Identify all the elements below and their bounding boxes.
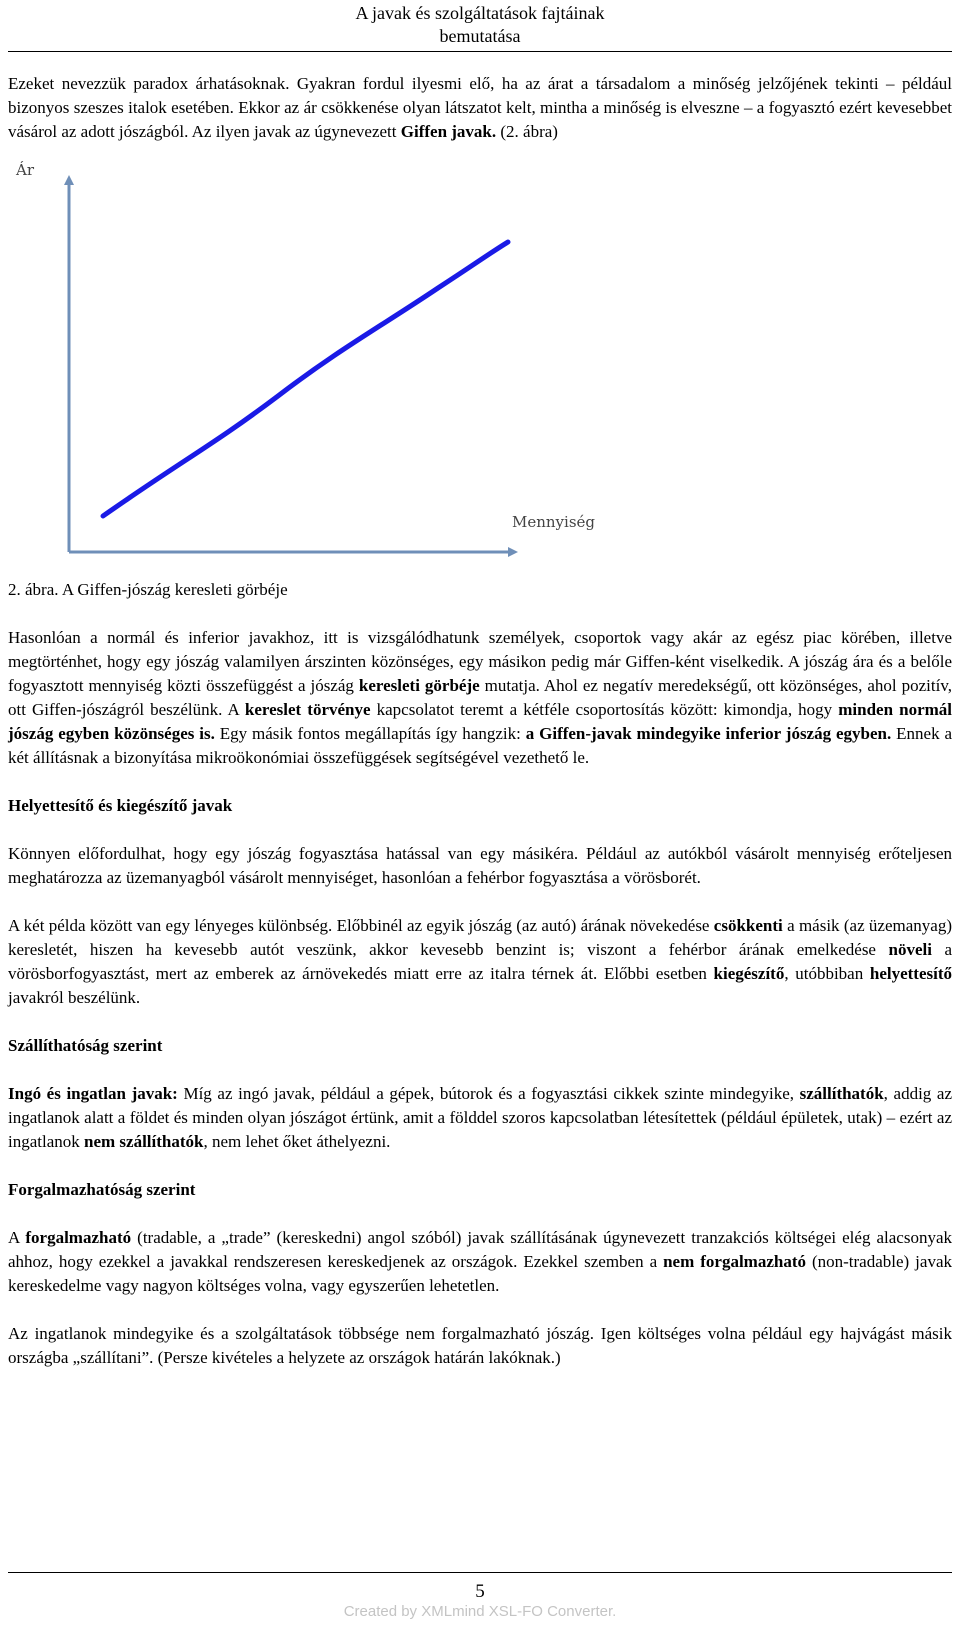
tradable-paragraph-2: Az ingatlanok mindegyike és a szolgáltatások többsége nem forgalmazható jószág. Igen költséges volna például egy hajvágást másik országba „szállítani”. (Persze kivételes a helyzete az országok határán lakóknak.) bbox=[8, 1324, 952, 1367]
intro-paragraph bbox=[8, 72, 952, 144]
subst-text-2: a másik (az üzemanyag) keresletét, hiszen ha kevesebb autót veszünk, akkor kevesebb benzint is; viszont a fehérbor árának emelkedése bbox=[8, 916, 952, 959]
subst-text-1: A két példa között van egy lényeges különbség. Előbbinél az egyik jószág (az autó) árának növekedése bbox=[8, 916, 714, 935]
page-footer bbox=[8, 1572, 952, 1621]
tradable-paragraph-1 bbox=[8, 1226, 952, 1298]
x-axis-label: Mennyiség bbox=[512, 513, 596, 531]
demand-paragraph bbox=[8, 626, 952, 770]
transport-bold-1: Ingó és ingatlan javak: bbox=[8, 1084, 178, 1103]
tradable-text-2: (tradable, a „trade” (kereskedni) angol szóból) javak szállításának úgynevezett tranzakciós költségei elég alacsonyak ahhoz, hogy ezekkel a javakkal rendszeresen kereskedjenek az országok. Ezekkel szemben a bbox=[8, 1228, 952, 1271]
page-content bbox=[8, 72, 952, 1370]
header-title-line1: A javak és szolgáltatások fajtáinak bbox=[355, 3, 605, 23]
header-title-line2: bemutatása bbox=[439, 26, 521, 46]
transport-text-2: , addig az ingatlanok alatt a földet és minden olyan jószágot értünk, amit a földdel szoros kapcsolatban létesítettek (például épületek, utak) – ezért az ingatlanok bbox=[8, 1084, 952, 1151]
transport-text-3: , nem lehet őket áthelyezni. bbox=[203, 1132, 391, 1151]
demand-text-5: Ennek a két állításnak a bizonyítása mikroökonómiai összefüggések segítségével vezethető le. bbox=[8, 724, 952, 767]
subst-bold-3: kiegészítő bbox=[713, 964, 785, 983]
intro-bold: Giffen javak. bbox=[400, 122, 497, 141]
demand-text-3: kapcsolatot teremt a kétféle csoportosítás között: kimondja, hogy bbox=[370, 700, 839, 719]
converter-credit: Created by XMLmind XSL-FO Converter. bbox=[343, 1603, 617, 1620]
page-header bbox=[8, 2, 952, 52]
y-axis-label: Ár bbox=[16, 161, 35, 179]
demand-text-1: Hasonlóan a normál és inferior javakhoz, itt is vizsgálódhatunk személyek, csoportok vagy akár az egész piac körében, illetve megtörténhet, hogy egy jószág valamilyen árszinten közönséges, egy másikon pedig már Giffen-ként viselkedik. A jószág ára és a belőle fogyasztott mennyiség közti összefüggést a jószág bbox=[8, 628, 952, 695]
heading-substitutes: Helyettesítő és kiegészítő javak bbox=[8, 796, 233, 815]
demand-text-2: mutatja. Ahol ez negatív meredekségű, ott közönséges, ahol pozitív, ott Giffen-jószágról beszélünk. A bbox=[8, 676, 952, 719]
demand-text-4: Egy másik fontos megállapítás így hangzik: bbox=[214, 724, 526, 743]
page-number: 5 bbox=[475, 1581, 485, 1602]
intro-text: Ezeket nevezzük paradox árhatásoknak. Gyakran fordul ilyesmi elő, ha az árat a társadalom a minőség jelzőjének tekinti – például bizonyos szeszes italok esetében. Ekkor az ár csökkenése olyan látszatot kelt, mintha a minőség is elveszne – a fogyasztó ezért kevesebbet vásárol az adott jószágból. Az ilyen javak az úgynevezett bbox=[8, 74, 952, 141]
transport-bold-3: nem szállíthatók bbox=[84, 1132, 204, 1151]
demand-bold-3: minden normál jószág egyben közönséges is. bbox=[8, 700, 952, 743]
transport-bold-2: szállíthatók bbox=[799, 1084, 884, 1103]
tradable-text-1: A bbox=[8, 1228, 26, 1247]
heading-tradable: Forgalmazhatóság szerint bbox=[8, 1180, 196, 1199]
substitutes-paragraph-2 bbox=[8, 914, 952, 1010]
subst-text-3: a vörösborfogyasztást, mert az emberek az árnövekedés miatt erre az italra térnek át. Előbbi esetben bbox=[8, 940, 952, 983]
subst-bold-4: helyettesítő bbox=[869, 964, 952, 983]
subst-bold-2: növeli bbox=[888, 940, 932, 959]
intro-tail: (2. ábra) bbox=[496, 122, 558, 141]
tradable-bold-2: nem forgalmazható bbox=[663, 1252, 806, 1271]
tradable-bold-1: forgalmazható bbox=[25, 1228, 132, 1247]
demand-bold-4: a Giffen-javak mindegyike inferior jószág egyben. bbox=[525, 724, 892, 743]
giffen-demand-figure bbox=[8, 150, 638, 570]
substitutes-paragraph-1: Könnyen előfordulhat, hogy egy jószág fogyasztása hatással van egy másikéra. Például az autókból vásárolt mennyiség erőteljesen meghatározza az üzemanyagból vásárolt mennyiséget, hasonlóan a fehérbor fogyasztása a vörösborét. bbox=[8, 844, 952, 887]
tradable-text-3: (non-tradable) javak kereskedelme vagy nagyon költséges volna, vagy egyszerűen lehetetlen. bbox=[8, 1252, 952, 1295]
figure-graphic bbox=[8, 150, 638, 570]
subst-bold-1: csökkenti bbox=[713, 916, 783, 935]
subst-text-5: javakról beszélünk. bbox=[8, 988, 141, 1007]
demand-curve bbox=[103, 242, 508, 516]
demand-bold-2: kereslet törvénye bbox=[244, 700, 371, 719]
heading-transport: Szállíthatóság szerint bbox=[8, 1036, 163, 1055]
demand-bold-1: keresleti görbéje bbox=[358, 676, 480, 695]
subst-text-4: , utóbbiban bbox=[784, 964, 870, 983]
transport-text-1: Míg az ingó javak, például a gépek, bútorok és a fogyasztási cikkek szinte mindegyike, bbox=[177, 1084, 800, 1103]
transport-paragraph bbox=[8, 1082, 952, 1154]
figure-caption: 2. ábra. A Giffen-jószág keresleti görbéje bbox=[8, 580, 288, 599]
